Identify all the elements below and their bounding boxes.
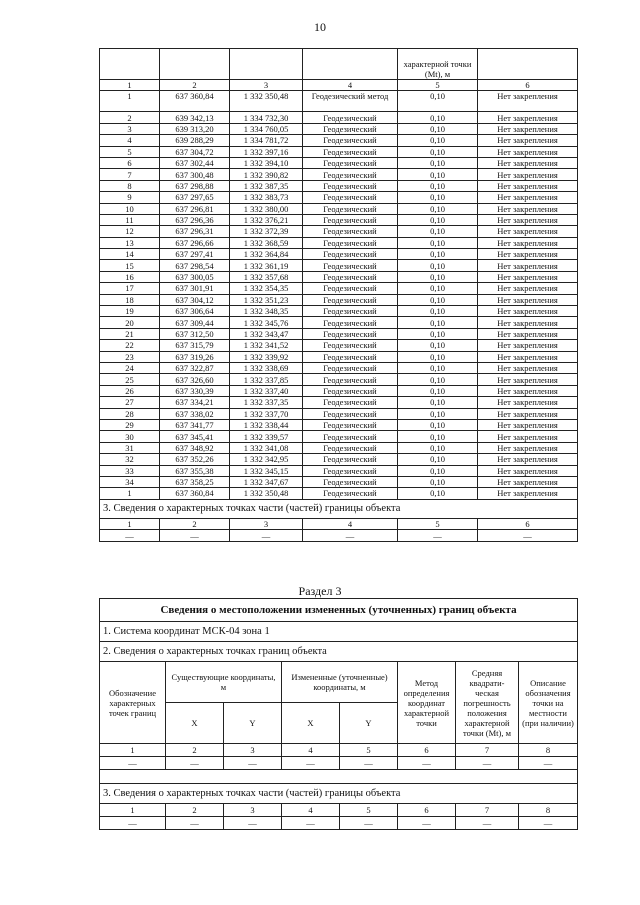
table-row: 10 637 296,81 1 332 380,00 Геодезический 0,10 Нет закрепления [100, 203, 578, 214]
table-row: 2 639 342,13 1 334 732,30 Геодезический 0,10 Нет закрепления [100, 112, 578, 123]
header-x: X [282, 703, 340, 744]
table-row: 33 637 355,38 1 332 345,15 Геодезический 0,10 Нет закрепления [100, 465, 578, 476]
column-numbers-row: 1 2 3 4 5 6 [100, 80, 578, 91]
header-x: X [166, 703, 224, 744]
changed-boundaries-table [99, 598, 578, 830]
table-row: 22 637 315,79 1 332 341,52 Геодезический 0,10 Нет закрепления [100, 340, 578, 351]
table-row: 30 637 345,41 1 332 339,57 Геодезический 0,10 Нет закрепления [100, 431, 578, 442]
header-y: Y [224, 703, 282, 744]
table-row: 1 637 360,84 1 332 350,48 Геодезический 0,10 Нет закрепления [100, 488, 578, 499]
page-number: 10 [314, 20, 326, 34]
table-row: 6 637 302,44 1 332 394,10 Геодезический 0,10 Нет закрепления [100, 157, 578, 168]
table-row: 34 637 358,25 1 332 347,67 Геодезический 0,10 Нет закрепления [100, 476, 578, 487]
header-y: Y [340, 703, 398, 744]
table-row: 29 637 341,77 1 332 338,44 Геодезический 0,10 Нет закрепления [100, 419, 578, 430]
column-numbers-row: 1 2 3 4 5 6 7 8 [100, 744, 578, 757]
table-row: 9 637 297,65 1 332 383,73 Геодезический 0,10 Нет закрепления [100, 192, 578, 203]
table-row: 15 637 298,54 1 332 361,19 Геодезический 0,10 Нет закрепления [100, 260, 578, 271]
empty-row: — — — — — — — — [100, 817, 578, 830]
points-info-label: 2. Сведения о характерных точках границ объекта [100, 642, 578, 662]
table-row: 4 639 288,29 1 334 781,72 Геодезический 0,10 Нет закрепления [100, 135, 578, 146]
section-title: Раздел 3 [298, 584, 342, 598]
table-row: 32 637 352,26 1 332 342,95 Геодезический 0,10 Нет закрепления [100, 454, 578, 465]
table-row: 26 637 330,39 1 332 337,40 Геодезический 0,10 Нет закрепления [100, 385, 578, 396]
table-row: 5 637 304,72 1 332 397,16 Геодезический 0,10 Нет закрепления [100, 146, 578, 157]
header-method: Метод определения координат характерной точки [398, 662, 456, 744]
table-row: 16 637 300,05 1 332 357,68 Геодезический 0,10 Нет закрепления [100, 271, 578, 282]
table-row: 21 637 312,50 1 332 343,47 Геодезический 0,10 Нет закрепления [100, 328, 578, 339]
header-designation: Обозначение характерных точек границ [100, 662, 166, 744]
table-row: 19 637 306,64 1 332 348,35 Геодезический 0,10 Нет закрепления [100, 306, 578, 317]
table-row: 3 639 313,20 1 334 760,05 Геодезический 0,10 Нет закрепления [100, 123, 578, 134]
table-row: 12 637 296,31 1 332 372,39 Геодезический 0,10 Нет закрепления [100, 226, 578, 237]
table-row: 28 637 338,02 1 332 337,70 Геодезический 0,10 Нет закрепления [100, 408, 578, 419]
part-points-label: 3. Сведения о характерных точках части (частей) границы объекта [100, 784, 578, 804]
empty-row: — — — — — — [100, 530, 578, 542]
table-row: 25 637 326,60 1 332 337,85 Геодезический 0,10 Нет закрепления [100, 374, 578, 385]
column-numbers-row: 1 2 3 4 5 6 [100, 518, 578, 529]
table-row: 23 637 319,26 1 332 339,92 Геодезический 0,10 Нет закрепления [100, 351, 578, 362]
table-row: 8 637 298,88 1 332 387,35 Геодезический 0,10 Нет закрепления [100, 180, 578, 191]
empty-row: — — — — — — — — [100, 757, 578, 770]
coordinates-table [99, 48, 578, 542]
table-row: 24 637 322,87 1 332 338,69 Геодезический 0,10 Нет закрепления [100, 362, 578, 373]
header-changed: Измененные (уточненные) координаты, м [282, 662, 398, 703]
header-accuracy: характерной точки (Mt), м [398, 49, 478, 80]
part-points-label: 3. Сведения о характерных точках части (частей) границы объекта [100, 499, 578, 518]
table-title: Сведения о местоположении измененных (уточненных) границ объекта [100, 599, 578, 622]
table-row: 18 637 304,12 1 332 351,23 Геодезический 0,10 Нет закрепления [100, 294, 578, 305]
table-row: 17 637 301,91 1 332 354,35 Геодезический 0,10 Нет закрепления [100, 283, 578, 294]
coordinate-system: 1. Система координат МСК-04 зона 1 [100, 622, 578, 642]
column-numbers-row: 1 2 3 4 5 6 7 8 [100, 804, 578, 817]
table-row: 20 637 309,44 1 332 345,76 Геодезический 0,10 Нет закрепления [100, 317, 578, 328]
table-row: 11 637 296,36 1 332 376,21 Геодезический 0,10 Нет закрепления [100, 214, 578, 225]
table-header-row [100, 49, 578, 80]
header-accuracy: Средняя квадрати-ческая погрешность положения характерной точки (Mt), м [456, 662, 519, 744]
table-row: 7 637 300,48 1 332 390,82 Геодезический 0,10 Нет закрепления [100, 169, 578, 180]
table-row: 14 637 297,41 1 332 364,84 Геодезический 0,10 Нет закрепления [100, 249, 578, 260]
table-row: 1 637 360,84 1 332 350,48 Геодезический метод 0,10 Нет закрепления [100, 91, 578, 112]
table-row: 13 637 296,66 1 332 368,59 Геодезический 0,10 Нет закрепления [100, 237, 578, 248]
header-description: Описание обозначения точки на местности (при наличии) [519, 662, 578, 744]
table-row: 31 637 348,92 1 332 341,08 Геодезический 0,10 Нет закрепления [100, 442, 578, 453]
header-existing: Существующие координаты, м [166, 662, 282, 703]
table-row: 27 637 334,21 1 332 337,35 Геодезический 0,10 Нет закрепления [100, 397, 578, 408]
